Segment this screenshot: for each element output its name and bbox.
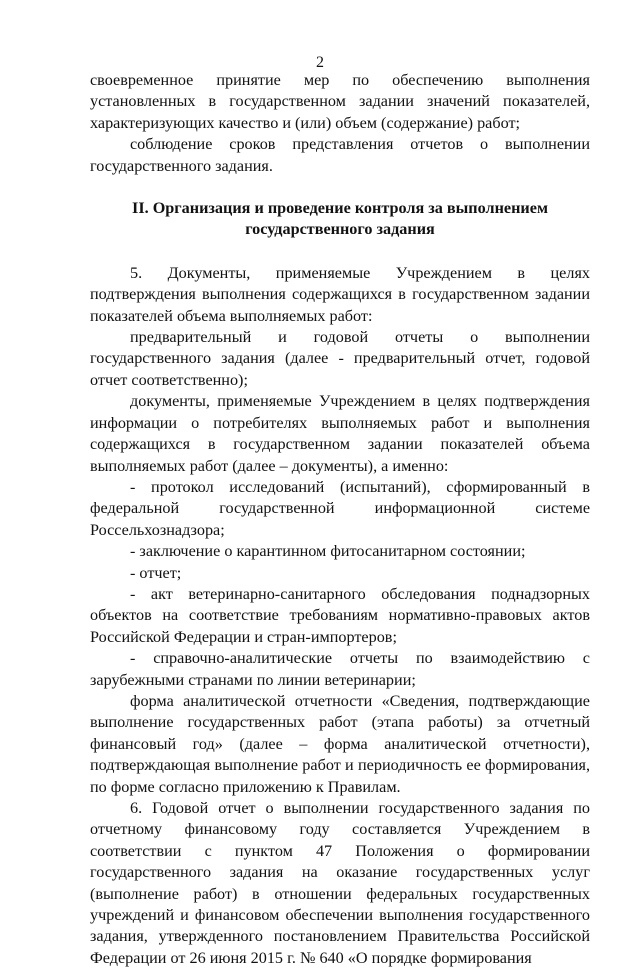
paragraph-item-6: 6. Годовой отчет о выполнении государственного задания по отчетному финансовому году составляется Учреждением в соответствии с пунктом 47 Положения о формировании государственного задания на оказание государственных услуг (выполнение работ) в отношении федеральных государственных учреждений и финансовом обеспечении выполнения государственного задания, утвержденного постановлением Правительства Российской Федерации от 26 июня 2015 г. № 640 «О порядке формирования <box>90 799 590 967</box>
list-item-report: - отчет; <box>130 563 182 582</box>
paragraph-analytical-form: форма аналитической отчетности «Сведения, подтверждающие выполнение государственных работ (этапа работы) за отчетный финансовый год» (далее – форма аналитической отчетности), подтверждающая выполнение работ и периодичность ее формирования, по форме согласно приложению к Правилам. <box>90 691 590 796</box>
document-body <box>90 70 590 969</box>
paragraph-report-deadlines: соблюдение сроков представления отчетов о выполнении государственного задания. <box>90 135 590 175</box>
page-number: 2 <box>316 54 324 71</box>
list-item-reference-reports: - справочно-аналитические отчеты по взаимодействию с зарубежными странами по линии ветеринарии; <box>90 649 590 689</box>
paragraph-item-5: 5. Документы, применяемые Учреждением в целях подтверждения выполнения содержащихся в государственном задании показателей объема выполняемых работ: <box>90 263 590 325</box>
section-heading: II. Организация и проведение контроля за выполнением государственного задания <box>132 199 548 239</box>
list-item-conclusion: - заключение о карантинном фитосанитарном состоянии; <box>130 542 526 561</box>
paragraph-reports: предварительный и годовой отчеты о выполнении государственного задания (далее - предварительный отчет, годовой отчет соответственно); <box>90 328 590 389</box>
list-item-protocol: - протокол исследований (испытаний), сформированный в федеральной государственной информационной системе Россельхознадзора; <box>90 477 590 539</box>
paragraph-documents: документы, применяемые Учреждением в целях подтверждения информации о потребителях выполняемых работ и выполнения содержащихся в государственном задании показателей объема выполняемых работ (далее – документы), а именно: <box>90 392 590 475</box>
list-item-inspection-act: - акт ветеринарно-санитарного обследования поднадзорных объектов на соответствие требованиям нормативно-правовых актов Российской Федерации и стран-импортеров; <box>90 584 590 646</box>
paragraph-timely-measures: своевременное принятие мер по обеспечению выполнения установленных в государственном задании значений показателей, характеризующих качество и (или) объем (содержание) работ; <box>90 71 590 132</box>
